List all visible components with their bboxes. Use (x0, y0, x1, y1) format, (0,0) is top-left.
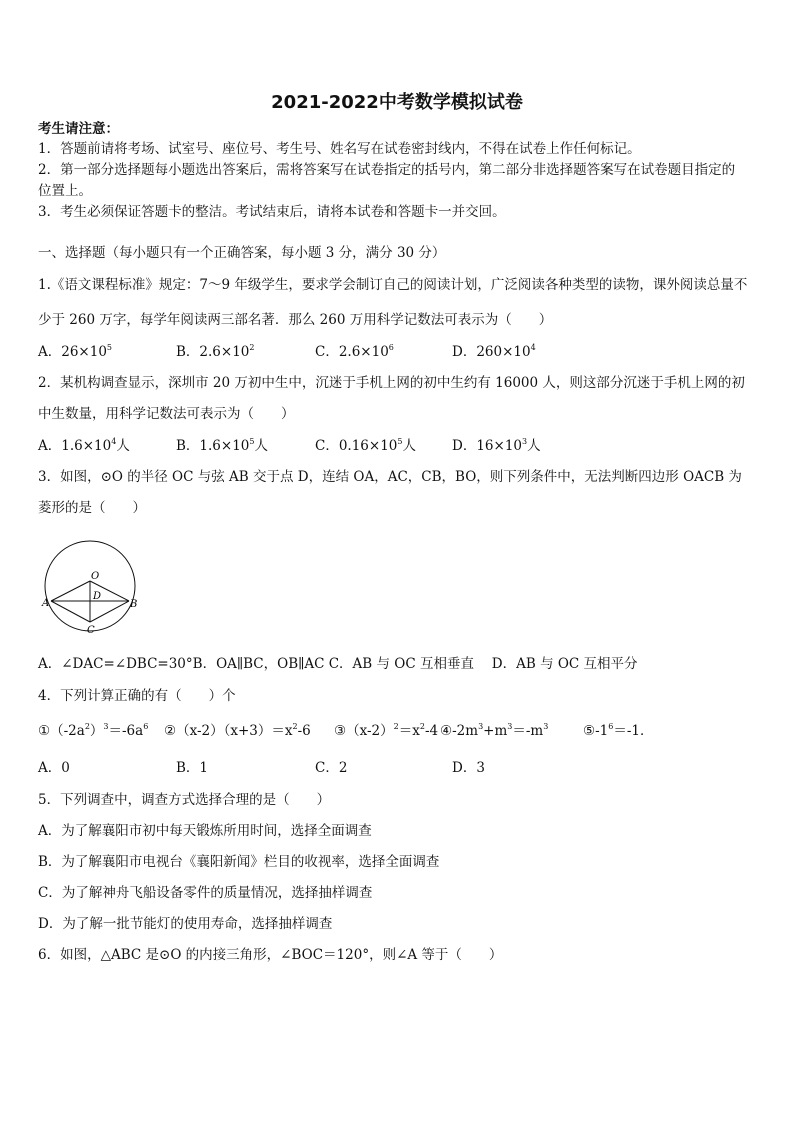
q1-option-c: C．$2.6\times 10^6$ (315, 343, 394, 360)
q1-option-b: B．$2.6\times 10^2$ (176, 343, 255, 360)
page-title: 2021-2022中考数学模拟试卷 (271, 92, 523, 113)
q3-options: A．∠DAC=∠DBC=30°B．OA∥BC，OB∥AC C．AB 与 OC 互相垂直 D．AB 与 OC 互相平分 (38, 656, 638, 672)
q4-option-b: B．1 (176, 760, 209, 776)
q4-stem: 4．下列计算正确的有（ ）个 (38, 688, 236, 704)
circle-figure (40, 538, 152, 642)
notice-item-2: 2．第一部分选择题每小题选出答案后，需将答案写在试卷指定的括号内，第二部分非选择题答案写在试卷题目指定的 (38, 162, 736, 178)
q6-stem: 6．如图，△ABC 是⊙O 的内接三角形，∠BOC＝120°，则∠A 等于（ ） (38, 947, 503, 963)
q5-option-a: A．为了解襄阳市初中每天锻炼所用时间，选择全面调查 (38, 823, 372, 839)
q4-option-c: C．2 (315, 760, 348, 776)
q2-option-b: B．$1.6\times 10^5$人 (176, 437, 268, 454)
section-heading: 一、选择题（每小题只有一个正确答案，每小题 3 分，满分 30 分） (38, 245, 446, 261)
q1-stem-line1: 1.《语文课程标准》规定：7～9 年级学生，要求学会制订自己的阅读计划，广泛阅读各种类型的读物，课外阅读总量不 (38, 277, 748, 293)
q4-option-d: D．3 (452, 760, 485, 776)
q3-stem-line1: 3．如图，⊙O 的半径 OC 与弦 AB 交于点 D，连结 OA，AC，CB，BO，则下列条件中，无法判断四边形 OACB 为 (38, 469, 742, 485)
label-d: D (93, 591, 102, 602)
q5-option-b: B．为了解襄阳市电视台《襄阳新闻》栏目的收视率，选择全面调查 (38, 854, 440, 870)
label-a: A (42, 598, 50, 609)
q3-stem-line2: 菱形的是（ ） (38, 500, 146, 516)
label-b: B (130, 599, 138, 610)
q4-expr-2: $②(x-2)(x+3)=x^2-6$ (164, 722, 311, 739)
q4-expr-3: $③(x-2)^2=x^2-4$ (334, 722, 439, 739)
q1-option-d: D．$260\times 10^4$ (452, 343, 536, 360)
notice-item-3: 3．考生必须保证答题卡的整洁。考试结束后，请将本试卷和答题卡一并交回。 (38, 204, 506, 220)
q2-option-a: A．$1.6\times 10^4$人 (38, 437, 130, 454)
q5-stem: 5．下列调查中，调查方式选择合理的是（ ） (38, 792, 331, 808)
q5-option-c: C．为了解神舟飞船设备零件的质量情况，选择抽样调查 (38, 885, 373, 901)
label-c: C (87, 625, 95, 636)
q2-stem-line2: 中生数量，用科学记数法可表示为（ ） (38, 406, 295, 422)
q2-option-c: C．$0.16\times 10^5$人 (315, 437, 416, 454)
q4-expr-5: $⑤-1^6=-1$． (583, 722, 654, 739)
q1-stem-line2: 少于 260 万字，每学年阅读两三部名著．那么 260 万用科学记数法可表示为（ ） (38, 312, 553, 328)
q2-option-d: D．$16\times 10^3$人 (452, 437, 541, 454)
segment-oa (51, 581, 90, 601)
segment-ac (51, 601, 90, 622)
notice-heading: 考生请注意： (38, 121, 119, 137)
notice-item-2-cont: 位置上。 (38, 183, 92, 199)
q4-expr-1: $①(-2a^2)^3=-6a^6$ (38, 722, 149, 739)
q4-expr-4: $④-2m^3+m^3=-m^3$ (440, 722, 549, 739)
q5-option-d: D．为了解一批节能灯的使用寿命，选择抽样调查 (38, 916, 333, 932)
q2-stem-line1: 2．某机构调查显示，深圳市 20 万初中生中，沉迷于手机上网的初中生约有 16000 人，则这部分沉迷于手机上网的初 (38, 375, 745, 391)
q1-option-a: A．$26\times 10^5$ (38, 343, 113, 360)
q4-option-a: A．0 (38, 760, 70, 776)
segment-bc (90, 601, 129, 622)
notice-item-1: 1．答题前请将考场、试室号、座位号、考生号、姓名写在试卷密封线内，不得在试卷上作任何标记。 (38, 141, 641, 157)
label-o: O (91, 571, 100, 582)
